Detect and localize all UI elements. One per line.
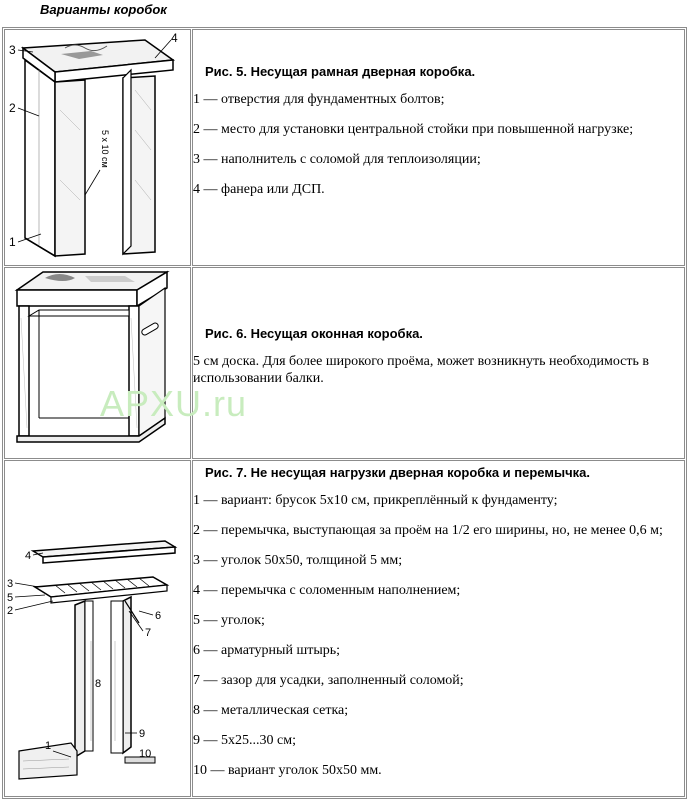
table-row [4, 29, 685, 266]
figure-5-cell [4, 29, 191, 266]
figure-7-drawing [5, 461, 190, 791]
callout-6: 6 [155, 610, 162, 622]
figure-6-title: Рис. 6. Несущая оконная коробка. [205, 326, 423, 341]
list-item: 5 — уголок; [193, 613, 265, 628]
figure-6-text: 5 см доска. Для более широкого проёма, может возникнуть необходимость в использовании балки. [193, 354, 649, 386]
list-item: 4 — фанера или ДСП. [193, 182, 325, 197]
callout-1: 1 [9, 235, 16, 249]
callout-3: 3 [7, 578, 14, 590]
list-item: 2 — перемычка, выступающая за проём на 1/2 его ширины, но, не менее 0,6 м; [193, 523, 663, 538]
figure-7-cell [4, 460, 191, 797]
callout-1: 1 [45, 740, 52, 752]
list-item: 3 — уголок 50x50, толщиной 5 мм; [193, 553, 403, 568]
callout-8: 8 [95, 678, 102, 690]
callout-4: 4 [171, 31, 178, 45]
list-item: 4 — перемычка с соломенным наполнением; [193, 583, 461, 598]
watermark: APXU.ru [100, 383, 248, 424]
figure-7-description [192, 460, 685, 797]
figure-6-description [192, 267, 685, 459]
page-title: Варианты коробок [40, 2, 167, 17]
list-item: 2 — место для установки центральной стойки при повышенной нагрузке; [193, 122, 634, 137]
list-item: 8 — металлическая сетка; [193, 703, 349, 718]
dimension-label: 5 x 10 см [100, 130, 110, 168]
list-item: 1 — вариант: брусок 5x10 см, прикреплённый к фундаменту; [193, 493, 558, 508]
callout-10: 10 [139, 748, 152, 760]
figure-5-drawing [5, 30, 190, 260]
callout-3: 3 [9, 43, 16, 57]
figure-6-drawing [5, 268, 190, 453]
box-variants-table [2, 27, 687, 799]
list-item: 9 — 5x25...30 см; [193, 733, 296, 748]
callout-9: 9 [139, 728, 146, 740]
figure-6-cell [4, 267, 191, 459]
callout-7: 7 [145, 627, 152, 639]
list-item: 7 — зазор для усадки, заполненный соломой; [193, 673, 464, 688]
callout-2: 2 [9, 101, 16, 115]
list-item: 6 — арматурный штырь; [193, 643, 341, 658]
figure-7-title: Рис. 7. Не несущая нагрузки дверная коробка и перемычка. [205, 465, 590, 480]
callout-4: 4 [25, 550, 32, 562]
table-row [4, 460, 685, 797]
figure-5-title: Рис. 5. Несущая рамная дверная коробка. [205, 64, 476, 79]
list-item: 3 — наполнитель с соломой для теплоизоляции; [193, 152, 481, 167]
callout-5: 5 [7, 592, 14, 604]
callout-2: 2 [7, 605, 14, 617]
table-row [4, 267, 685, 459]
list-item: 1 — отверстия для фундаментных болтов; [193, 92, 445, 107]
list-item: 10 — вариант уголок 50x50 мм. [193, 763, 382, 778]
figure-5-description [192, 29, 685, 266]
